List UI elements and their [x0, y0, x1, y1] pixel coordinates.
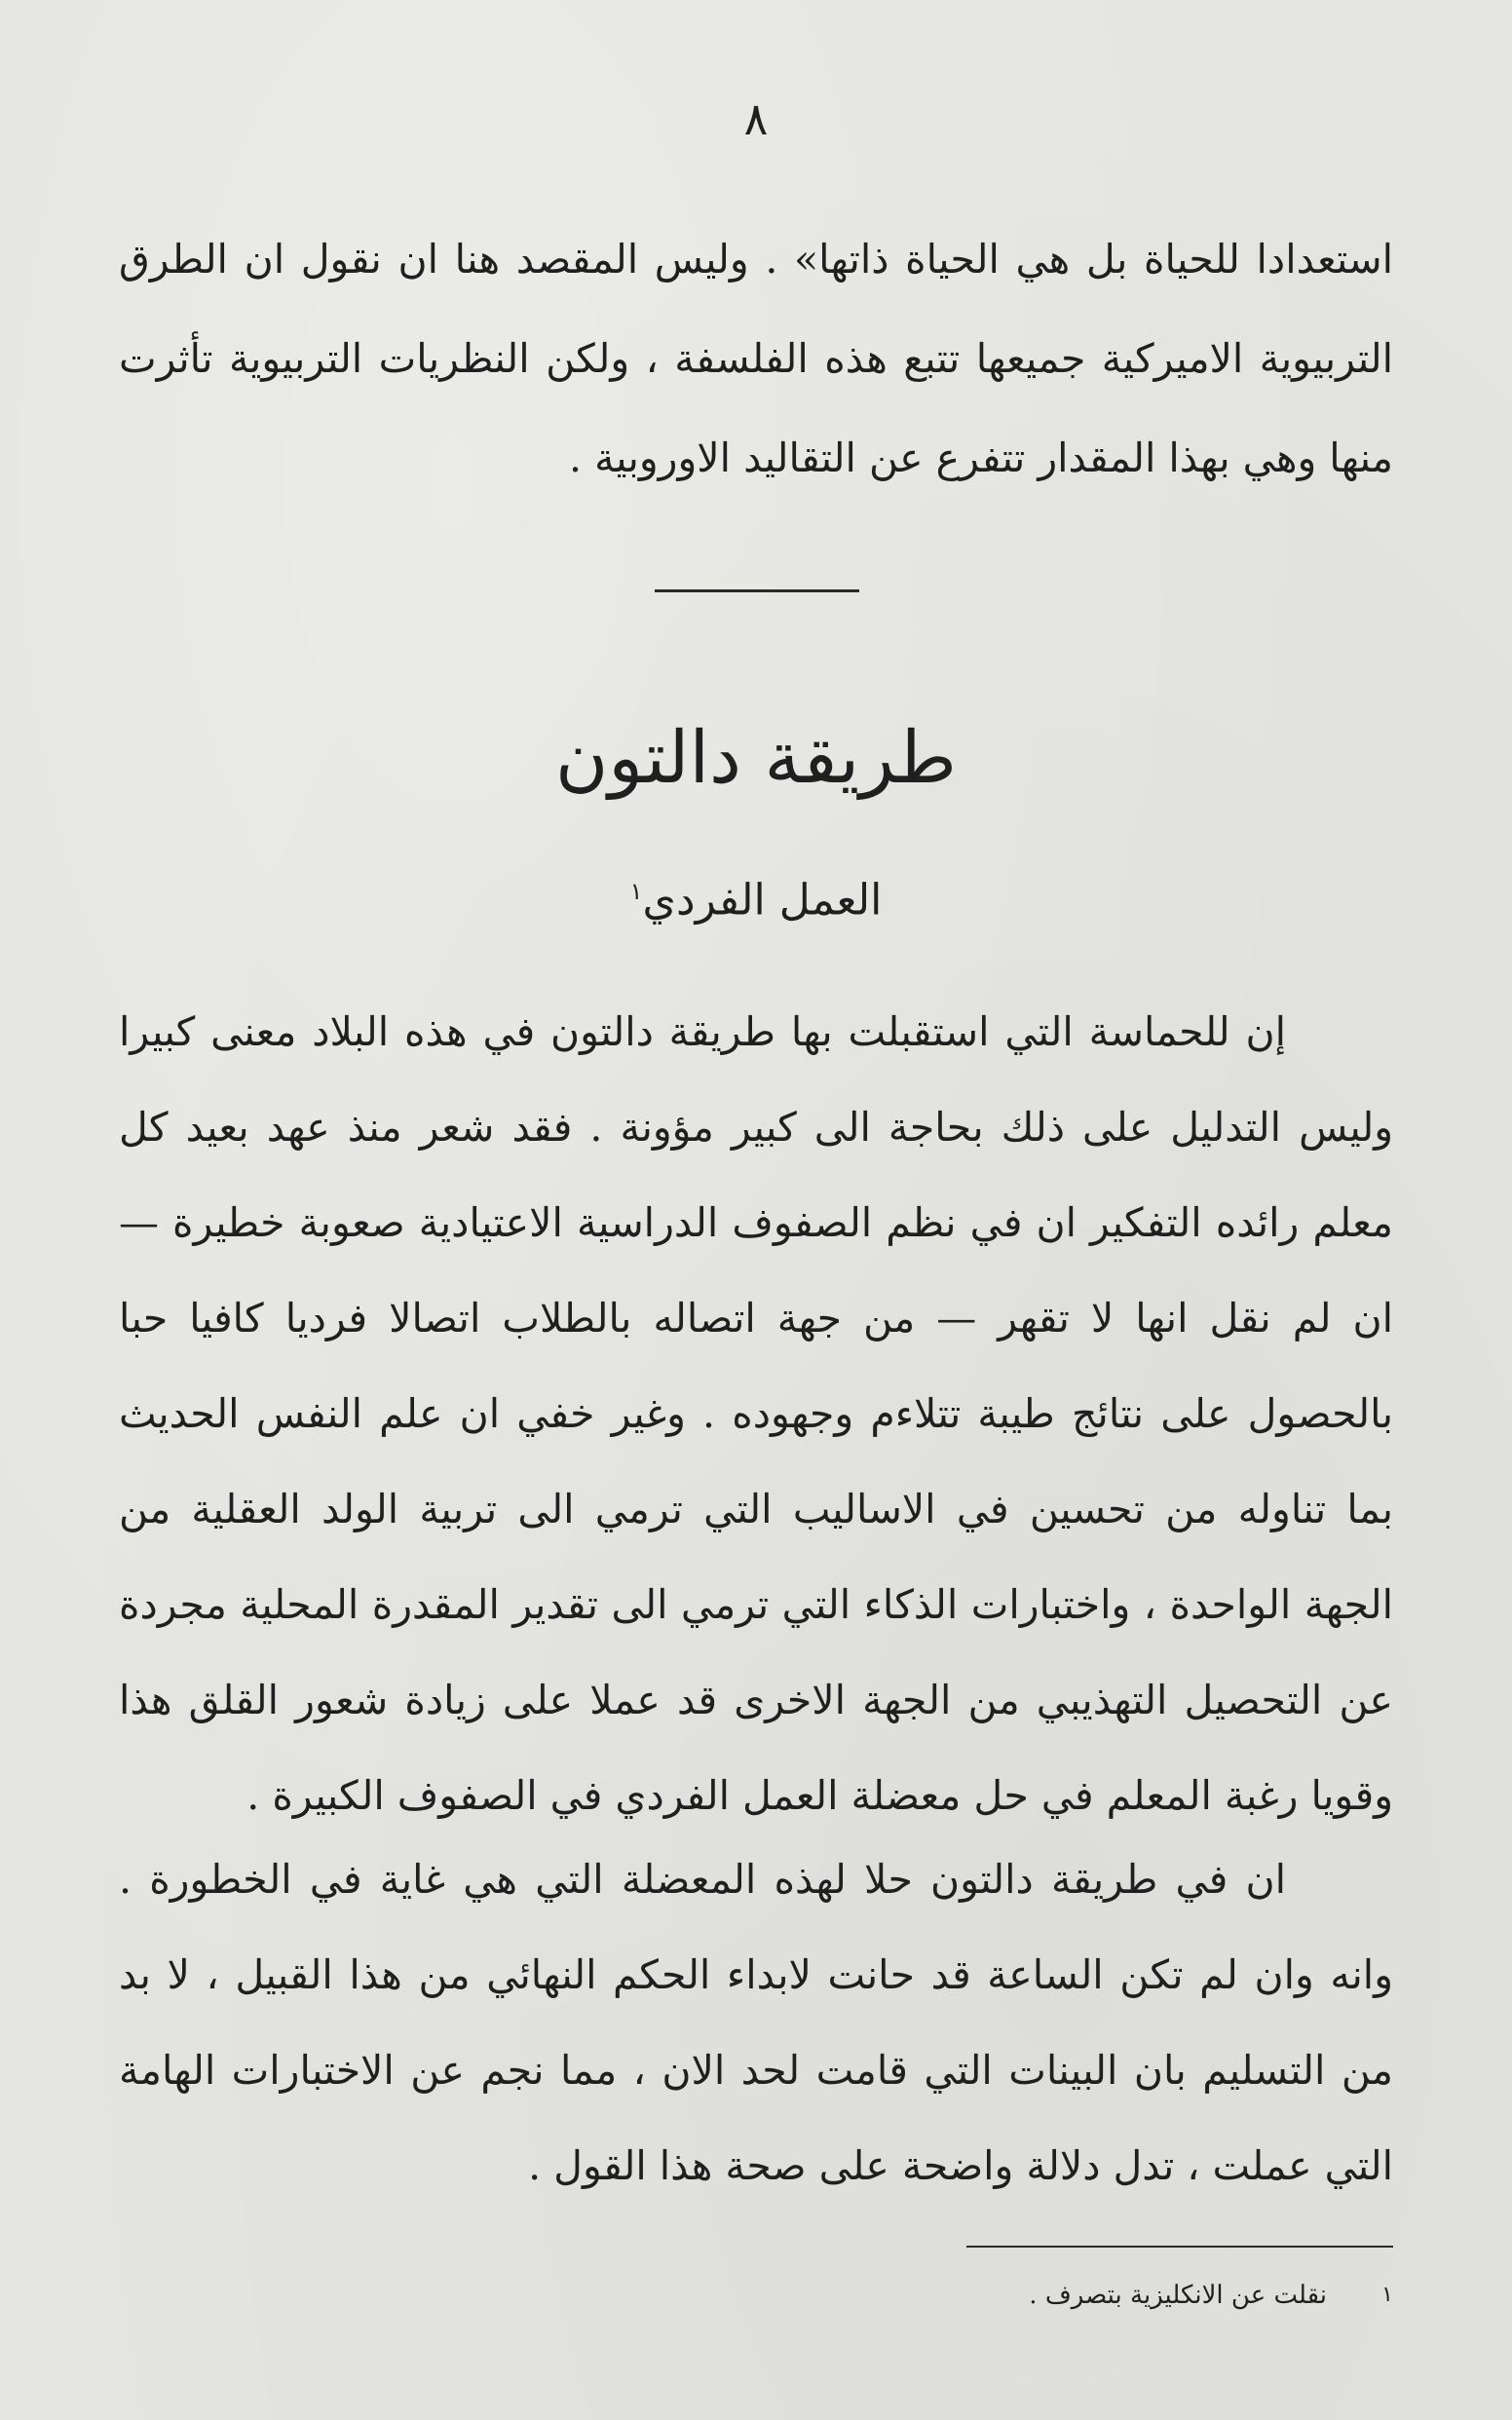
subtitle-text: العمل الفردي — [642, 875, 883, 926]
footnote-marker: ١ — [1381, 2283, 1393, 2307]
intro-paragraph — [119, 209, 1393, 508]
body-paragraph-1 — [119, 984, 1393, 1843]
paragraph-text: إن للحماسة التي استقبلت بها طريقة دالتون في هذه البلاد معنى كبيرا وليس التدليل على ذلك بحاجة الى كبير مؤونة . فقد شعر منذ عهد بعيد كل معلم رائده التفكير ان في نظم الصفوف الدراسية الاعتيادية صعوبة خطيرة — ان لم نقل انها لا تقهر — من جهة اتصاله بالطلاب اتصالا فرديا كافيا حبا بالحصول على نتائج طيبة تتلاءم وجهوده . وغير خفي ان علم النفس الحديث بما تناوله من تحسين في الاساليب التي ترمي الى تربية الولد العقلية من الجهة الواحدة ، واختبارات الذكاء التي ترمي الى تقدير المقدرة المحلية مجردة عن التحصيل التهذيبي من الجهة الاخرى قد عملا على زيادة شعور القلق هذا وقويا رغبة المعلم في حل معضلة العمل الفردي في الصفوف الكبيرة . — [119, 1008, 1393, 1819]
footnote-reference: ١ — [629, 878, 643, 905]
body-paragraph-2 — [119, 1832, 1393, 2213]
section-divider — [655, 589, 859, 592]
intro-text: استعدادا للحياة بل هي الحياة ذاتها» . وليس المقصد هنا ان نقول ان الطرق التربيوية الاميركية جميعها تتبع هذه الفلسفة ، ولكن النظريات التربيوية تأثرت منها وهي بهذا المقدار تتفرع عن التقاليد الاوروبية . — [119, 236, 1393, 481]
page-number: ٨ — [743, 93, 769, 145]
section-title: طريقة دالتون — [555, 716, 957, 800]
footnote-divider — [966, 2246, 1393, 2248]
paragraph-text: ان في طريقة دالتون حلا لهذه المعضلة التي هي غاية في الخطورة . وانه وان لم تكن الساعة قد حانت لابداء الحكم النهائي من هذا القبيل ، لا بد من التسليم بان البينات التي قامت لحد الان ، مما نجم عن الاختبارات الهامة التي عملت ، تدل دلالة واضحة على صحة هذا القول . — [119, 1856, 1393, 2189]
section-subtitle — [0, 857, 1512, 935]
footnote-text: نقلت عن الانكليزية بتصرف . — [1029, 2281, 1327, 2310]
